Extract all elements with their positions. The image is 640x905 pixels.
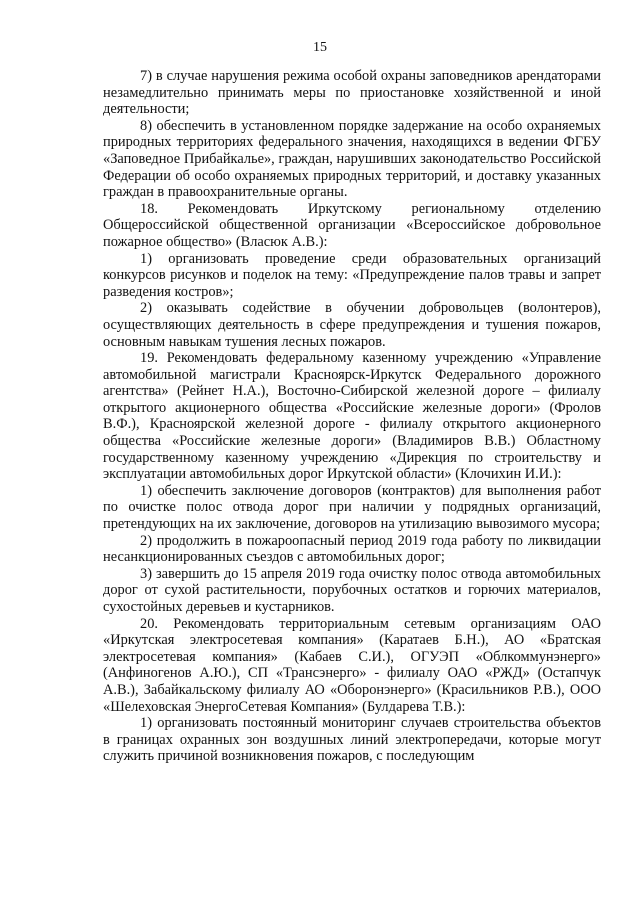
document-body	[103, 68, 601, 765]
paragraph-18-item-1: 1) организовать проведение среди образовательных организаций конкурсов рисунков и поделок на тему: «Предупреждение палов травы и запрет разведения костров»;	[103, 250, 601, 300]
paragraph-19-item-2: 2) продолжить в пожароопасный период 2019 года работу по ликвидации несанкционированных съездов с автомобильных дорог;	[103, 532, 601, 566]
paragraph-19-item-1: 1) обеспечить заключение договоров (контрактов) для выполнения работ по очистке полос отвода дорог при наличии у подрядных организаций, претендующих на их заключение, договоров на утилизацию вывозимого мусора;	[103, 482, 601, 533]
paragraph-20-item-1: 1) организовать постоянный мониторинг случаев строительства объектов в границах охранных зон воздушных линий электропередачи, которые могут служить причиной возникновения пожаров, с последующим	[103, 715, 601, 765]
paragraph-section-19: 19. Рекомендовать федеральному казенному учреждению «Управление автомобильной магистрали Красноярск-Иркутск Федерального дорожного агентства» (Рейнет Н.А.), Восточно-Сибирской железной дороге – филиалу открытого акционерного общества «Российские железные дороги» (Фролов В.Ф.), Красноярской железной дороге - филиалу открытого акционерного общества «Российские железные дороги» (Владимиров В.В.) Областному государственному казенному учреждению «Дирекция по строительству и эксплуатации автомобильных дорог Иркутской области» (Клочихин И.И.):	[103, 350, 601, 483]
paragraph-item-8: 8) обеспечить в установленном порядке задержание на особо охраняемых природных территориях федерального значения, находящихся в ведении ФГБУ «Заповедное Прибайкалье», граждан, нарушивших законодательство Российской Федерации об особо охраняемых природных территорий, и доставку указанных граждан в правоохранительные органы.	[103, 117, 601, 201]
paragraph-19-item-3: 3) завершить до 15 апреля 2019 года очистку полос отвода автомобильных дорог от сухой растительности, порубочных остатков и горючих материалов, сухостойных деревьев и кустарников.	[103, 565, 601, 615]
paragraph-section-20: 20. Рекомендовать территориальным сетевым организациям ОАО «Иркутская электросетевая компания» (Каратаев Б.Н.), АО «Братская электросетевая компания» (Кабаев С.И.), ОГУЭП «Облкоммунэнерго» (Анфиногенов А.Ю.), СП «Трансэнерго» - филиалу ОАО «РЖД» (Остапчук А.В.), Забайкальскому филиалу АО «Оборонэнерго» (Красильников Р.В.), ООО «Шелеховская ЭнергоСетевая Компания» (Булдарева Т.В.):	[103, 615, 601, 715]
paragraph-item-7: 7) в случае нарушения режима особой охраны заповедников арендаторами незамедлительно принимать меры по приостановке хозяйственной и иной деятельности;	[103, 68, 601, 118]
page-number: 15	[313, 40, 327, 55]
paragraph-18-item-2: 2) оказывать содействие в обучении добровольцев (волонтеров), осуществляющих деятельность в сфере предупреждения и тушения пожаров, основным навыкам тушения лесных пожаров.	[103, 300, 601, 350]
paragraph-section-18: 18. Рекомендовать Иркутскому региональному отделению Общероссийской общественной организации «Всероссийское добровольное пожарное общество» (Власюк А.В.):	[103, 200, 601, 250]
